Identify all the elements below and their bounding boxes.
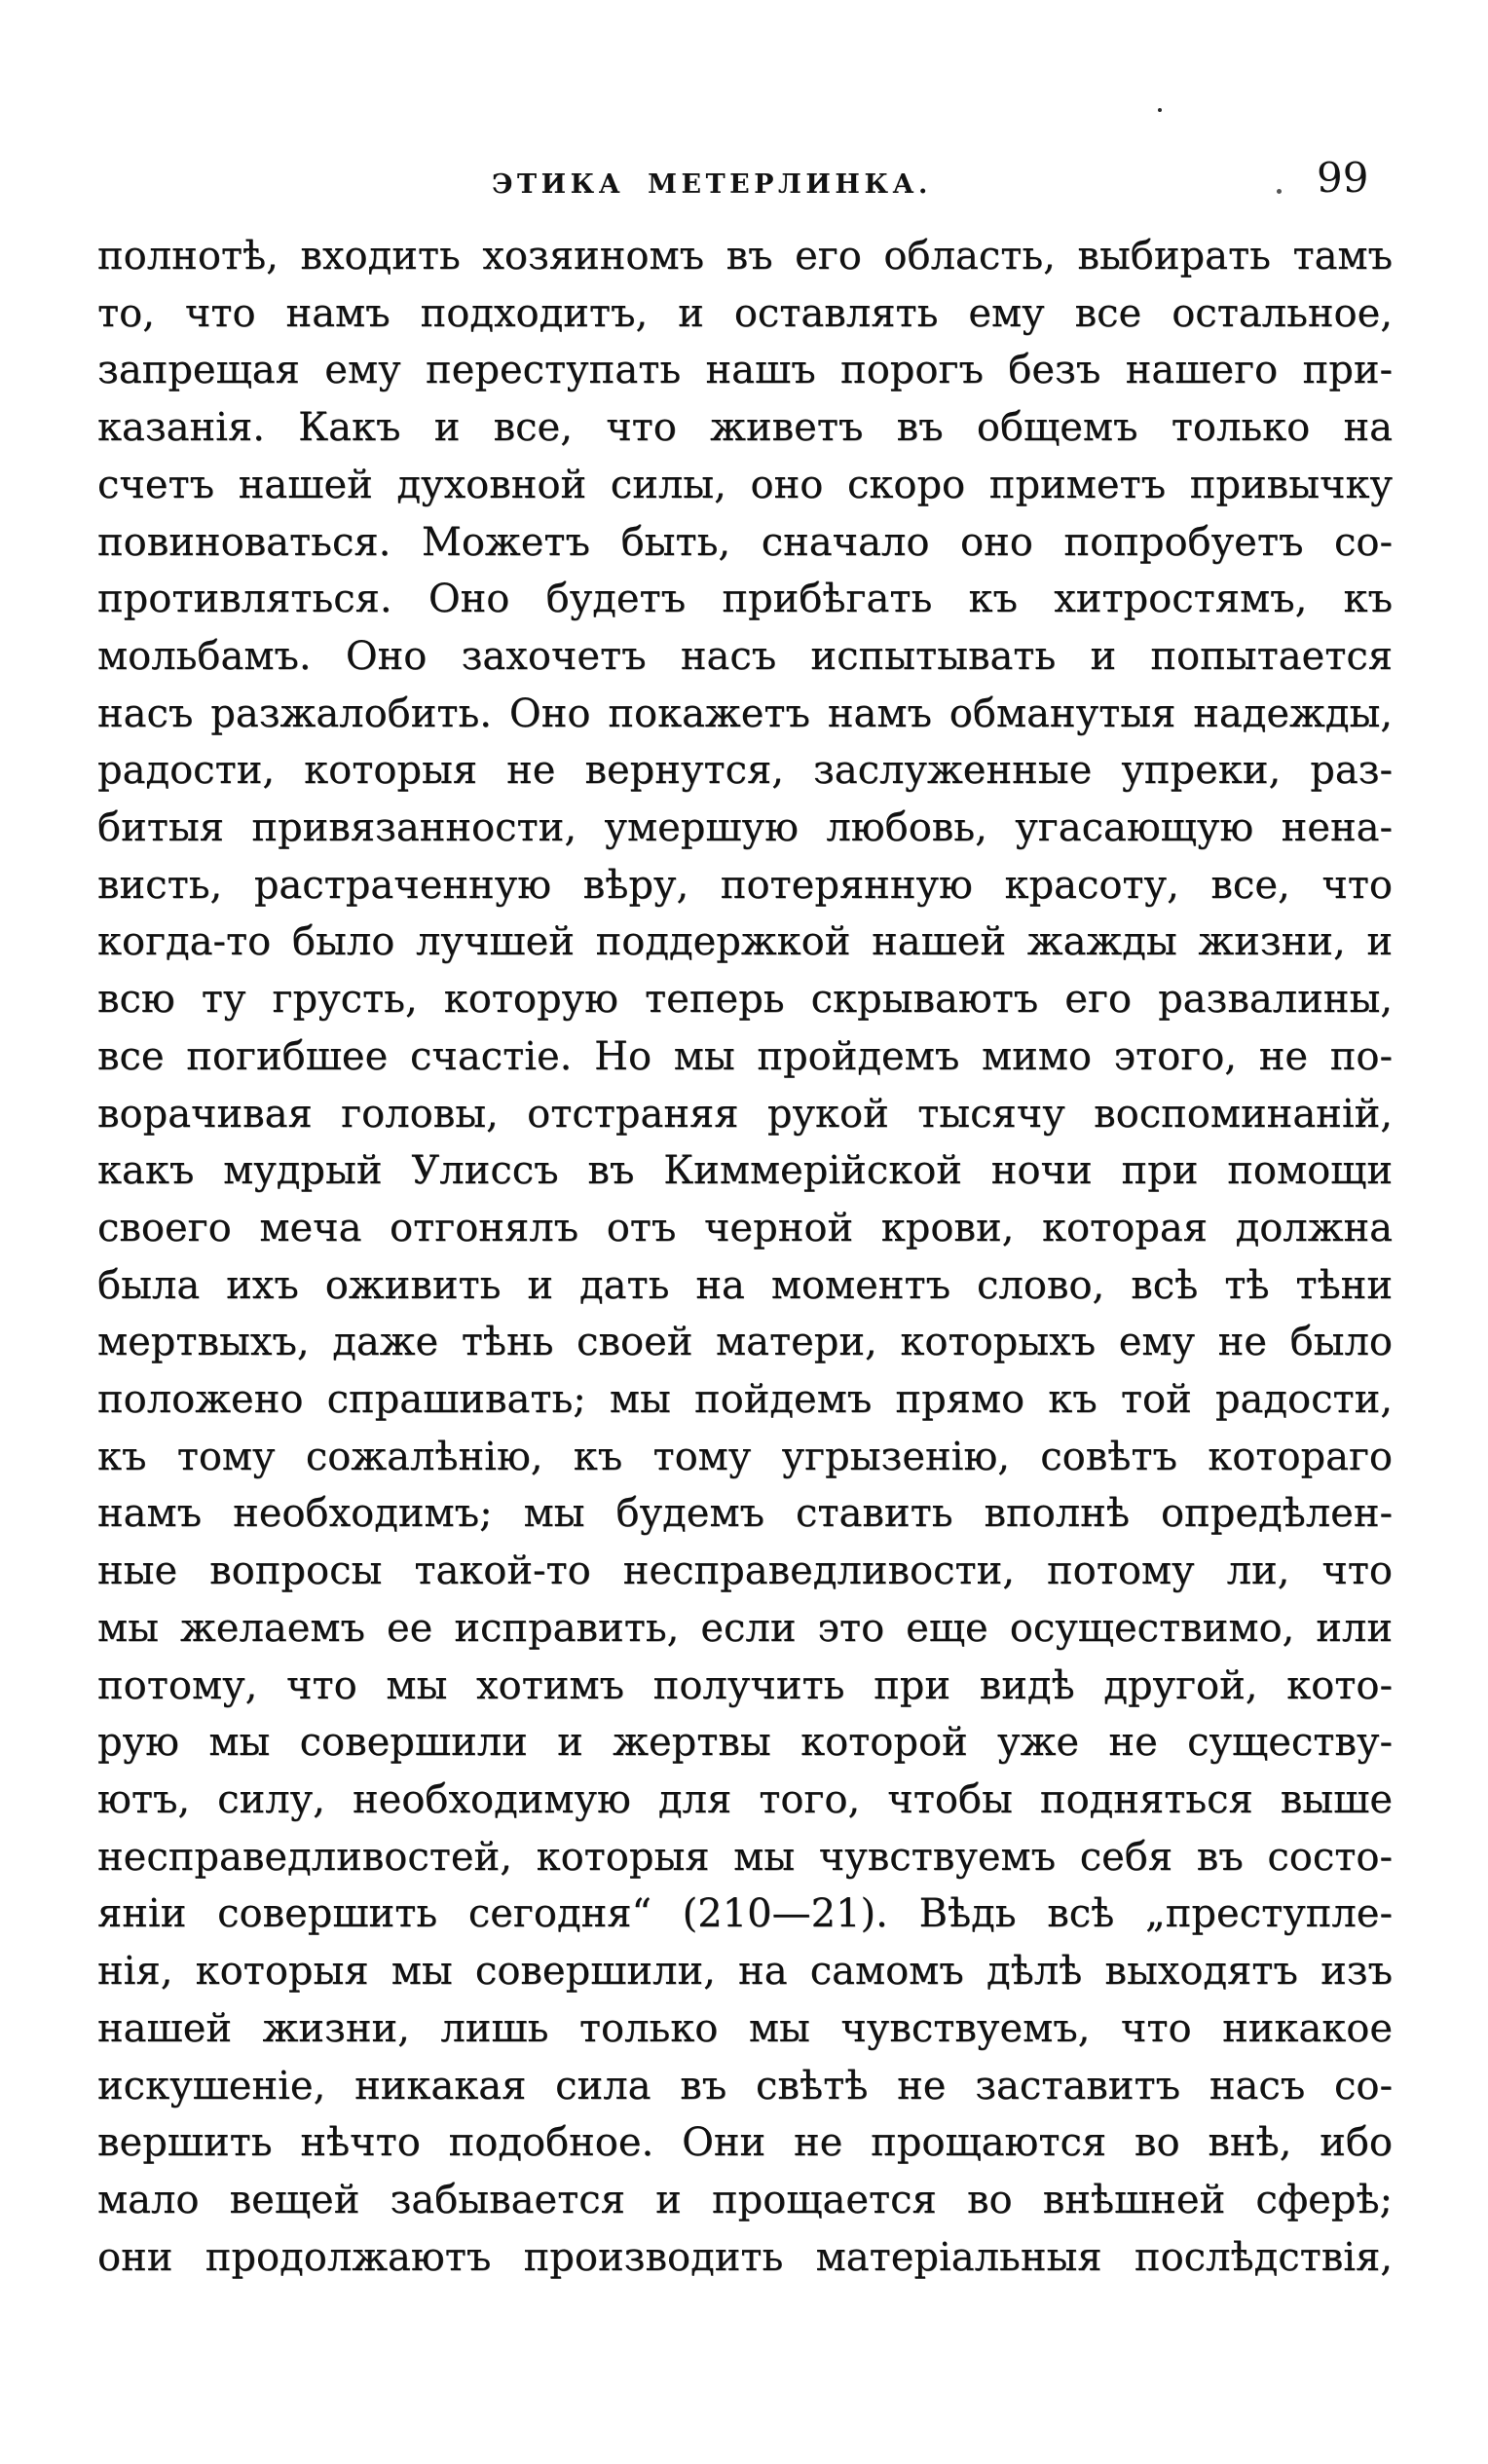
text-line: нія, которыя мы совершили, на самомъ дѣлѣ выходятъ изъ	[97, 1949, 1393, 1995]
text-line: битыя привязанности, умершую любовь, угасающую нена-	[97, 805, 1393, 851]
text-line: мольбамъ. Оно захочетъ насъ испытывать и попытается	[97, 633, 1393, 679]
text-line: повиноваться. Можетъ быть, сначало оно попробуетъ со-	[97, 519, 1393, 565]
text-line: мертвыхъ, даже тѣнь своей матери, которыхъ ему не было	[97, 1320, 1393, 1365]
text-line: положено спрашивать; мы пойдемъ прямо къ той радости,	[97, 1377, 1393, 1423]
text-line: запрещая ему переступать нашъ порогъ безъ нашего при-	[97, 348, 1393, 393]
body-text	[97, 228, 1393, 2286]
text-line: мы желаемъ ее исправить, если это еще осуществимо, или	[97, 1605, 1393, 1651]
text-line: радости, которыя не вернутся, заслуженные упреки, раз-	[97, 748, 1393, 794]
text-line: къ тому сожалѣнію, къ тому угрызенію, совѣтъ котораго	[97, 1434, 1393, 1479]
text-line: висть, растраченную вѣру, потерянную красоту, все, что	[97, 862, 1393, 908]
text-line: вершить нѣчто подобное. Они не прощаются во внѣ, ибо	[97, 2120, 1393, 2166]
text-line: казанія. Какъ и все, что живетъ въ общемъ только на	[97, 405, 1393, 451]
page-number: 99	[1317, 154, 1369, 202]
scan-speck	[1158, 108, 1162, 112]
text-line: все погибшее счастіе. Но мы пройдемъ мимо этого, не по-	[97, 1033, 1393, 1079]
text-line: мало вещей забывается и прощается во внѣшней сферѣ;	[97, 2177, 1393, 2222]
text-line: несправедливостей, которыя мы чувствуемъ себя въ состо-	[97, 1834, 1393, 1880]
text-line: то, что намъ подходитъ, и оставлять ему все остальное,	[97, 290, 1393, 336]
text-line: намъ необходимъ; мы будемъ ставить вполнѣ опредѣлен-	[97, 1491, 1393, 1537]
text-line: полнотѣ, входить хозяиномъ въ его область, выбирать тамъ	[97, 234, 1393, 279]
text-line: потому, что мы хотимъ получить при видѣ другой, кото-	[97, 1662, 1393, 1708]
text-line: они продолжаютъ производить матеріальныя послѣдствія,	[97, 2234, 1393, 2280]
text-line: насъ разжалобить. Оно покажетъ намъ обманутыя надежды,	[97, 691, 1393, 736]
text-line: яніи совершить сегодня“ (210—21). Вѣдь всѣ „преступле-	[97, 1891, 1393, 1937]
text-line: ные вопросы такой-то несправедливости, потому ли, что	[97, 1549, 1393, 1594]
text-line: своего меча отгонялъ отъ черной крови, которая должна	[97, 1205, 1393, 1251]
text-line: противляться. Оно будетъ прибѣгать къ хитростямъ, къ	[97, 577, 1393, 622]
text-line: счетъ нашей духовной силы, оно скоро приметъ привычку	[97, 462, 1393, 507]
text-line: нашей жизни, лишь только мы чувствуемъ, что никакое	[97, 2005, 1393, 2051]
text-line: какъ мудрый Улиссъ въ Киммерійской ночи при помощи	[97, 1148, 1393, 1194]
running-title: ЭТИКА МЕТЕРЛИНКА.	[492, 169, 932, 200]
text-line: ворачивая головы, отстраняя рукой тысячу воспоминаній,	[97, 1091, 1393, 1137]
text-line: всю ту грусть, которую теперь скрываютъ его развалины,	[97, 977, 1393, 1023]
text-line: ютъ, силу, необходимую для того, чтобы подняться выше	[97, 1776, 1393, 1822]
text-line: рую мы совершили и жертвы которой уже не существу-	[97, 1720, 1393, 1766]
text-line: когда-то было лучшей поддержкой нашей жажды жизни, и	[97, 919, 1393, 965]
text-line: была ихъ оживить и дать на моментъ слово, всѣ тѣ тѣни	[97, 1262, 1393, 1308]
text-line: искушеніе, никакая сила въ свѣтѣ не заставитъ насъ со-	[97, 2063, 1393, 2109]
